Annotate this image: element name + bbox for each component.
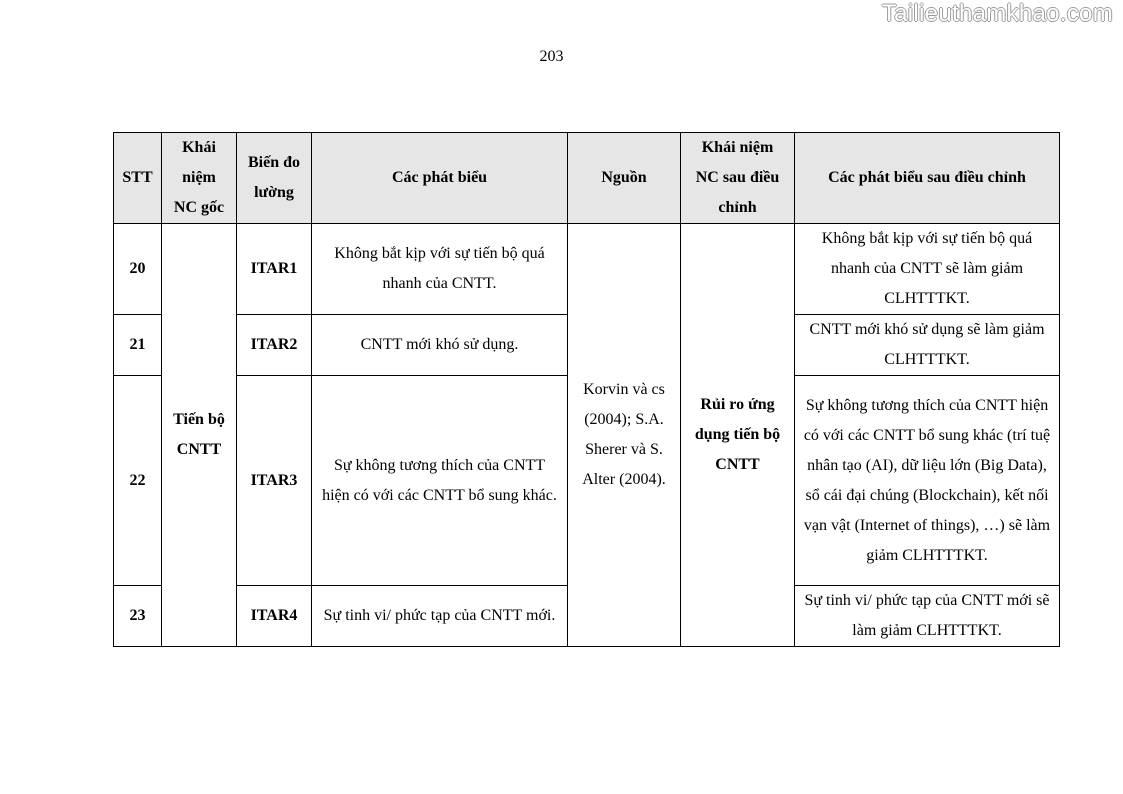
row-adjusted-statement: Không bắt kịp với sự tiến bộ quá nhanh của CNTT sẽ làm giảm CLHTTTKT.	[795, 224, 1060, 315]
header-statements: Các phát biểu	[312, 133, 568, 224]
watermark-text: Tailieuthamkhao.com	[881, 0, 1113, 27]
row-statement: Không bắt kịp với sự tiến bộ quá nhanh của CNTT.	[312, 224, 568, 315]
survey-table	[113, 132, 1060, 647]
row-adjusted-statement: Sự tinh vi/ phức tạp của CNTT mới sẽ làm giảm CLHTTTKT.	[795, 586, 1060, 647]
header-source: Nguồn	[568, 133, 681, 224]
source-cell: Korvin và cs (2004); S.A. Sherer và S. Alter (2004).	[568, 224, 681, 647]
row-statement: Sự tinh vi/ phức tạp của CNTT mới.	[312, 586, 568, 647]
header-concept-original: Khái niệm NC gốc	[162, 133, 237, 224]
row-variable: ITAR3	[237, 376, 312, 586]
header-concept-adjusted: Khái niệm NC sau điều chỉnh	[681, 133, 795, 224]
concept-original-cell: Tiến bộ CNTT	[162, 224, 237, 647]
row-stt: 20	[114, 224, 162, 315]
header-variable: Biến đo lường	[237, 133, 312, 224]
row-stt: 22	[114, 376, 162, 586]
row-stt: 23	[114, 586, 162, 647]
page-number: 203	[539, 48, 564, 65]
concept-adjusted-cell: Rủi ro ứng dụng tiến bộ CNTT	[681, 224, 795, 647]
row-adjusted-statement: Sự không tương thích của CNTT hiện có với các CNTT bổ sung khác (trí tuệ nhân tạo (AI), dữ liệu lớn (Big Data), sổ cái đại chúng (Blockchain), kết nối vạn vật (Internet of things), …) sẽ làm giảm CLHTTTKT.	[795, 376, 1060, 586]
header-stt: STT	[114, 133, 162, 224]
table-header-row	[114, 133, 1060, 224]
table-row	[114, 224, 1060, 315]
header-statements-adjusted: Các phát biểu sau điều chỉnh	[795, 133, 1060, 224]
row-variable: ITAR2	[237, 315, 312, 376]
row-stt: 21	[114, 315, 162, 376]
row-variable: ITAR1	[237, 224, 312, 315]
row-adjusted-statement: CNTT mới khó sử dụng sẽ làm giảm CLHTTTKT.	[795, 315, 1060, 376]
row-variable: ITAR4	[237, 586, 312, 647]
row-statement: CNTT mới khó sử dụng.	[312, 315, 568, 376]
row-statement: Sự không tương thích của CNTT hiện có với các CNTT bổ sung khác.	[312, 376, 568, 586]
